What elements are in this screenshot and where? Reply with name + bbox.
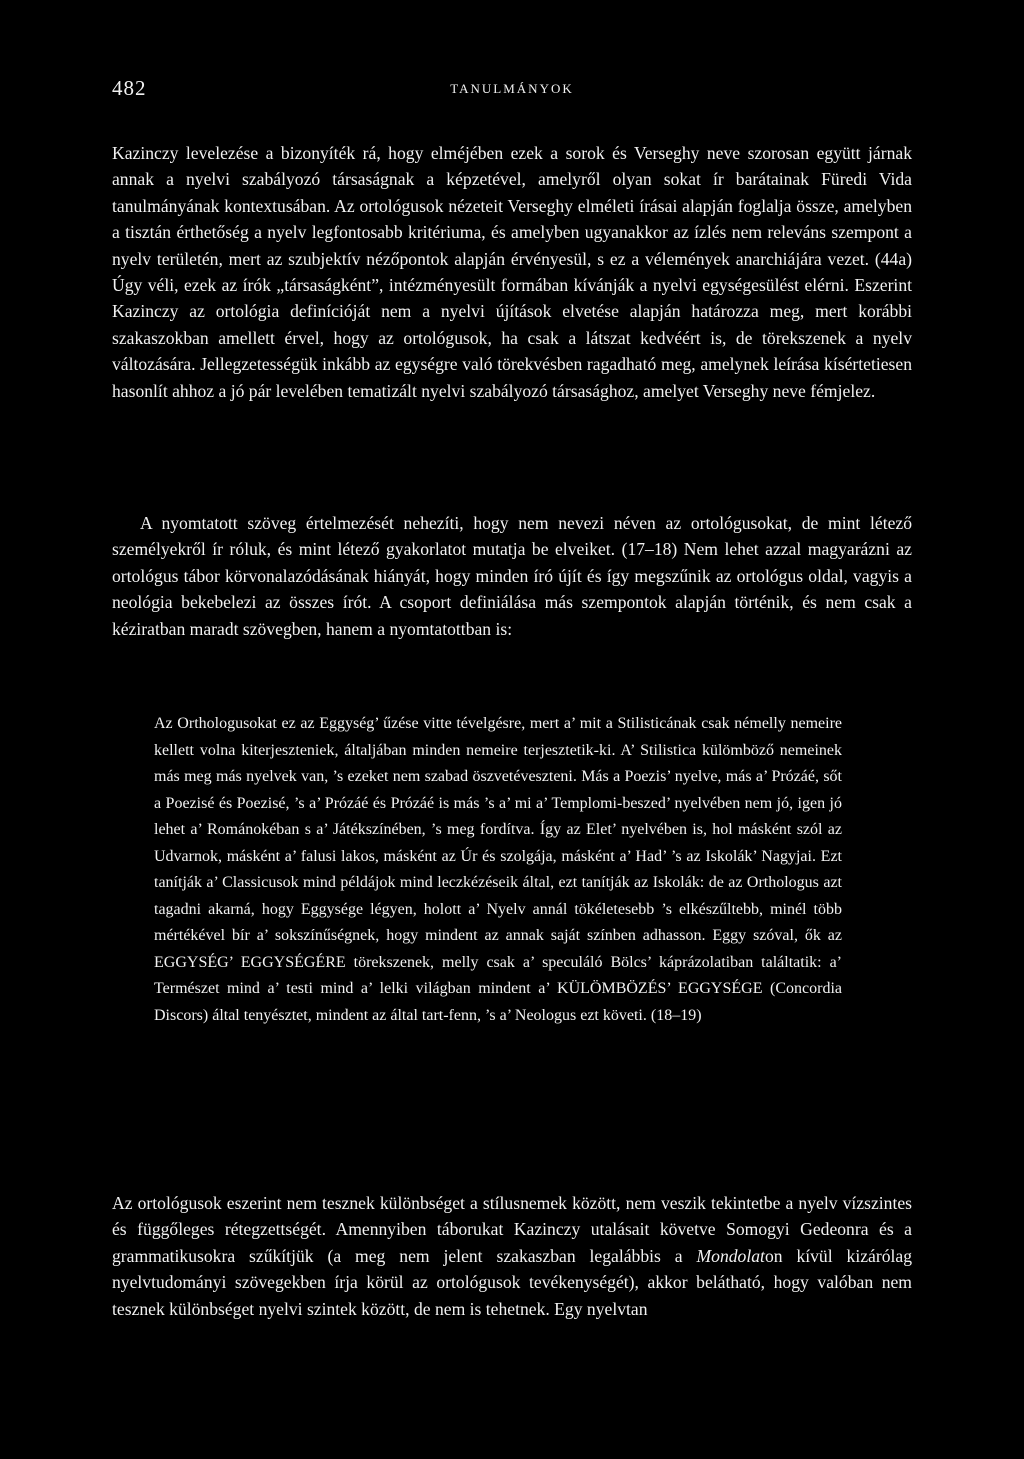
- page-header: [112, 76, 912, 106]
- paragraph-text: A nyomtatott szöveg értelmezését nehezíti, hogy nem nevezi néven az ortológusokat, de mint létező személyekről ír róluk, és mint létező gyakorlatot mutatja be elveiket. (17–18) Nem lehet azzal magyarázni az ortológus tábor körvonalazódásának hiányát, hogy minden író újít és így megszűnik az ortológus oldal, vagyis a neológia bekebelezi az összes írót. A csoport definiálása más szempontok alapján történik, és nem csak a kéziratban maradt szövegben, hanem a nyomtatottban is:: [112, 513, 912, 639]
- paragraph-text: [112, 1190, 912, 1322]
- paragraph-1: [112, 140, 912, 404]
- paragraph-2: [112, 510, 912, 642]
- running-head: TANULMÁNYOK: [450, 81, 574, 96]
- paragraph-text-start: Az ortológusok eszerint nem tesznek különbséget a stílusnemek között, nem veszik tekintetbe a nyelv vízszintes és függőleges rétegzettségét. Amennyiben táborukat Kazinczy utalásait követve Somogyi Gedeonra és a grammatikusokra szűkítjük (a meg nem jelent szakaszban legalábbis a: [112, 1193, 912, 1266]
- paragraph-text-end: on kívül kizárólag nyelvtudományi szövegekben írja körül az ortológusok tevékenységét), akkor belátható, hogy valóban nem tesznek különbséget nyelvi szintek között, de nem is tehetnek. Egy nyelvtan: [112, 1245, 912, 1319]
- block-quote: [154, 711, 842, 1029]
- page-number: 482: [112, 76, 147, 100]
- italic-title: Mondolat: [696, 1245, 765, 1266]
- paragraph-text: Kazinczy levelezése a bizonyíték rá, hogy elméjében ezek a sorok és Verseghy neve szorosan együtt járnak annak a nyelvi szabályozó társaságnak a képzetével, amelyről olyan sokat ír barátainak Füredi Vida tanulmányának kontextusában. Az ortológusok nézeteit Verseghy elméleti írásai alapján foglalja össze, amelyben a tisztán érthetőség a nyelv legfontosabb kritériuma, és amelyben ugyanakkor az ízlés nem releváns szempont a nyelv területén, mert az szubjektív nézőpontok alapján érvényesül, s ez a vélemények anarchiájára vezet. (44a) Úgy véli, ezek az írók „társaságként”, intézményesült formában kívánják a nyelvi egységesülést elérni. Eszerint Kazinczy az ortológia definícióját nem a nyelvi újítások elvetése alapján határozza meg, mert korábbi szakaszokban amellett érvel, hogy az ortológusok, ha csak a látszat kedvéért is, de törekszenek a nyelv változására. Jellegzetességük inkább az egységre való törekvésben ragadható meg, amelynek leírása kísértetiesen hasonlít ahhoz a jó pár levelében tematizált nyelvi szabályozó társasághoz, amelyet Verseghy neve fémjelez.: [112, 143, 912, 401]
- quote-text: Az Orthologusokat ez az Eggység’ űzése vitte tévelgésre, mert a’ mit a Stilisticának csak némelly nemeire kellett volna kiterjeszteniek, általjában minden nemeire terjesztetik-ki. A’ Stilistica külömböző nemeinek más meg más nyelvek van, ’s ezeket nem szabad öszvetéveszteni. Más a Poezis’ nyelve, más a’ Prózáé, sőt a Poezisé és Poezisé, ’s a’ Prózáé és Prózáé is más ’s a’ mi a’ Templomi-beszed’ nyelvében nem jó, igen jó lehet a’ Románokéban s a’ Játékszínében, ’s meg fordítva. Így az Elet’ nyelvében is, hol másként szól az Udvarnok, másként a’ falusi lakos, másként az Úr és szolgája, másként a’ Had’ ’s az Iskolák’ Nagyjai. Ezt tanítják a’ Classicusok mind példájok mind leczkézéseik által, ezt tanítják az Iskolák: de az Orthologus azt tagadni akarná, hogy Eggysége légyen, holott a’ Nyelv annál tökéletesebb ’s elkészűltebb, minél több mértékével bír a’ sokszínűségnek, hogy mindent az annak saját színben adhasson. Eggy szóval, ők az EGGYSÉG’ EGGYSÉGÉRE törekszenek, melly csak a’ speculáló Bölcs’ káprázolatiban találtatik: a’ Természet mind a’ testi mind a’ lelki világban mindent a’ KÜLÖMBÖZÉS’ EGGYSÉGE (Concordia Discors) által tenyésztet, mindent az által tart-fenn, ’s a’ Neologus ezt követi. (18–19): [154, 715, 842, 1024]
- paragraph-3: [112, 1190, 912, 1322]
